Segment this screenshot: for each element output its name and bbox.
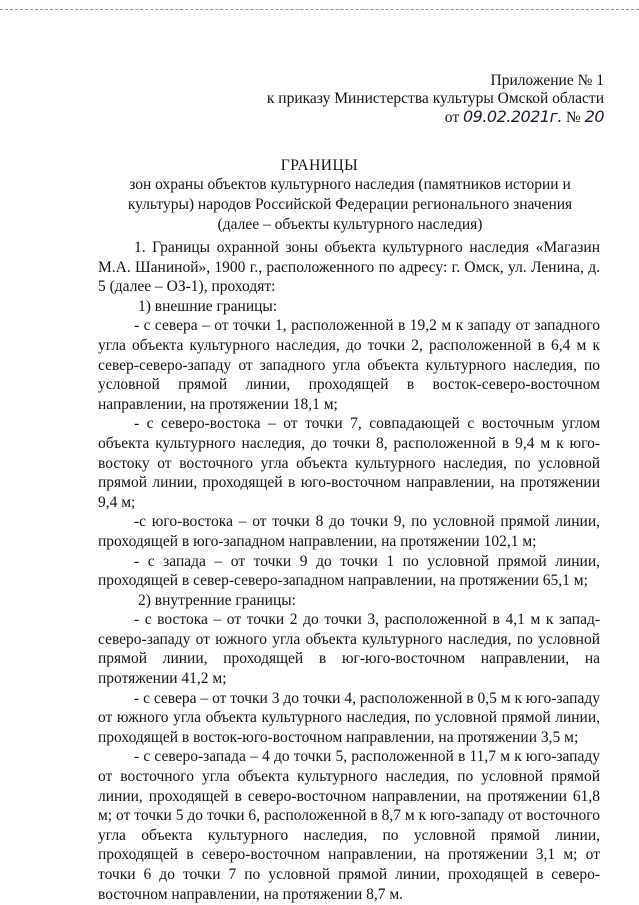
inner-boundary-east: - с востока – от точки 2 до точки 3, расположенной в 4,1 м к запад-северо-западу от южного угла объекта культурного наследия, по условной прямой линии, проходящей в юг-юго-восточном направлении, на протяжении 41,2 м; [98,611,600,688]
order-reference: к приказу Министерства культуры Омской области [266,90,604,107]
inner-boundary-north: - с севера – от точки 3 до точки 4, расположенной в 0,5 м к юго-западу от южного угла объекта культурного наследия, по условной прямой линии, проходящей в восток-юго-восточном направлении, на протяжении 3,5 м; [98,689,600,746]
boundary-west: - с запада – от точки 9 до точки 1 по условной прямой линии, проходящей в север-северо-западном направлении, на протяжении 65,1 м; [98,552,600,590]
date-prefix: от [444,109,460,126]
inner-boundary-northwest: - с северо-запада – 4 до точки 5, расположенной в 11,7 м к юго-западу от восточного угла объекта культурного наследия, по условной прямой линии, проходящей в северо-восточном направлении, на протяжении 61,8 м; от точки 5 до точки 6, расположенной в 8,7 м к юго-западу от восточного угла объекта культурного наследия, по условной прямой линии, проходящей в северо-восточном направлении, на протяжении 3,1 м; от точки 6 до точки 7 по условной прямой линии, проходящей в северо-восточном направлении, на протяжении 8,7 м. [98,748,600,903]
boundary-north: - с севера – от точки 1, расположенной в 19,2 м к западу от западного угла объекта культурного наследия, до точки 2, расположенной в 6,4 м к север-северо-западу от западного угла объекта культурного наследия, по условной прямой линии, проходящей в восток-северо-восточном направлении, на протяжении 18,1 м; [98,317,600,413]
appendix-number: Приложение № 1 [490,72,604,89]
document-subtitle: зон охраны объектов культурного наследия (памятников истории и культуры) народов Российской Федерации регионального значения (далее – объекты культурного наследия) [127,176,573,233]
top-scan-edge [0,9,639,10]
handwritten-number: 20 [584,107,604,126]
boundary-southeast: -с юго-востока – от точки 8 до точки 9, по условной прямой линии, проходящей в юго-западном направлении, на протяжении 102,1 м; [98,513,600,550]
order-date-line [267,108,604,127]
appendix-header [267,72,604,127]
document-title: ГРАНИЦЫ [280,157,359,174]
paragraph-item-1: 1. Границы охранной зоны объекта культурного наследия «Магазин М.А. Шаниной», 1900 г., расположенного по адресу: г. Омск, ул. Ленина, д. 5 (далее – ОЗ-1), проходят: [98,239,600,296]
document-body [98,238,600,904]
subheading-inner-boundaries: 2) внутренние границы: [138,591,296,609]
handwritten-date: 09.02.2021г. [462,107,563,126]
number-sign: № [565,109,581,126]
subheading-outer-boundaries: 1) внешние границы: [138,297,278,315]
boundary-northeast: - с северо-востока – от точки 7, совпадающей с восточным углом объекта культурного наследия, до точки 8, расположенной в 9,4 м к юго-востоку от восточного угла объекта культурного наследия, по условной прямой линии, проходящей в юго-восточном направлении, на протяжении 9,4 м; [98,415,600,511]
